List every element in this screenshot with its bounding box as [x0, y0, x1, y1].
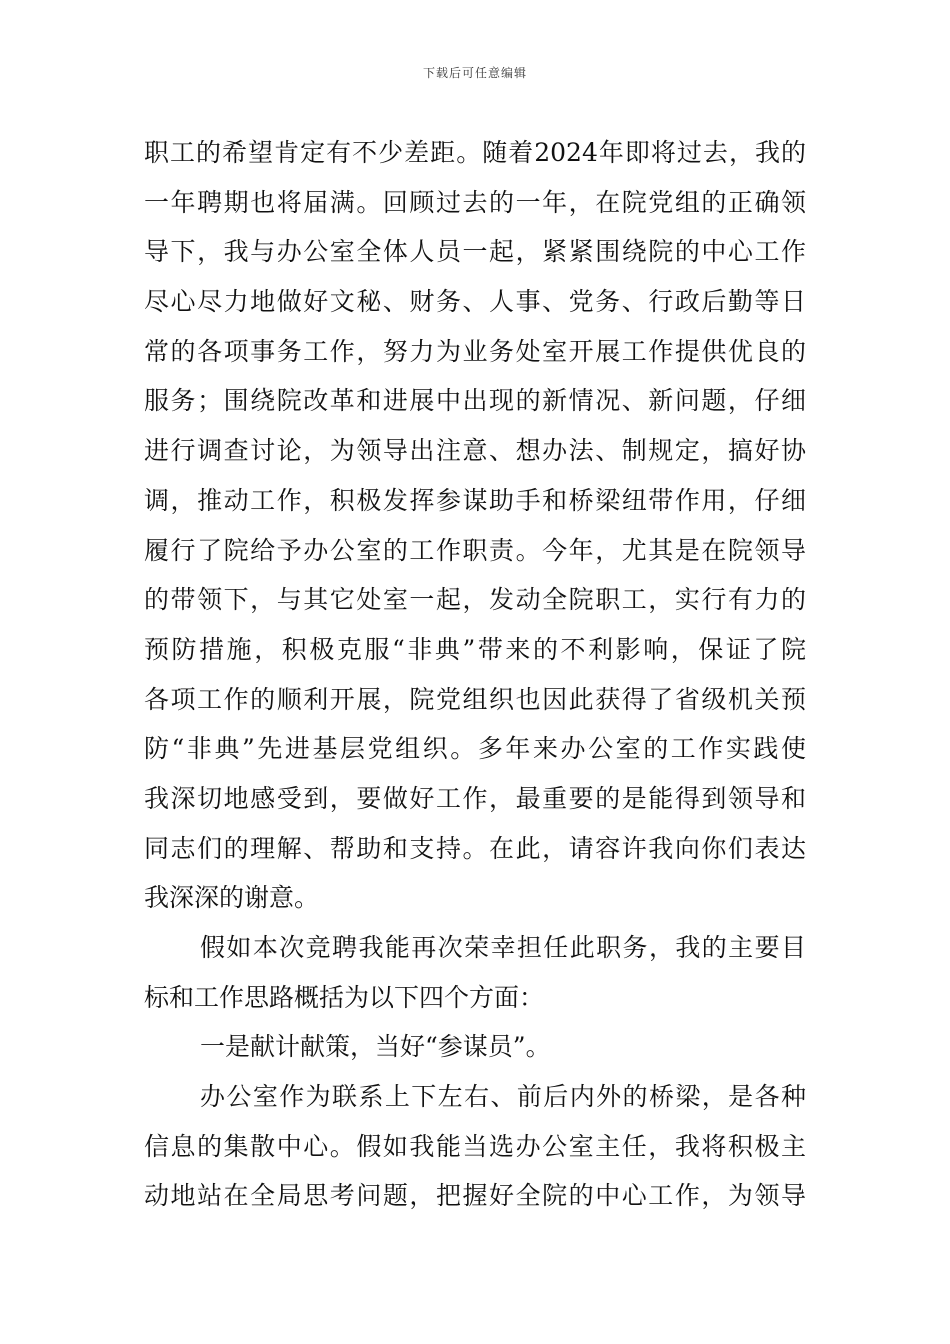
text-line: 的带领下，与其它处室一起，发动全院职工，实行有力的: [144, 585, 806, 615]
text-line: 假如本次竞聘我能再次荣幸担任此职务，我的主要目: [200, 933, 806, 962]
document-body: [144, 128, 806, 1221]
text-line: 常的各项事务工作，努力为业务处室开展工作提供优良的: [144, 336, 806, 366]
page-header: 下载后可任意编辑: [422, 66, 527, 80]
text-line: 导下，我与办公室全体人员一起，紧紧围绕院的中心工作: [144, 237, 806, 267]
text-line: 履行了院给予办公室的工作职责。今年，尤其是在院领导: [144, 535, 806, 565]
text-line: 尽心尽力地做好文秘、财务、人事、党务、行政后勤等日: [144, 287, 806, 317]
text-line: 一年聘期也将届满。回顾过去的一年，在院党组的正确领: [144, 187, 806, 217]
text-line: 调，推动工作，积极发挥参谋助手和桥梁纽带作用，仔细: [144, 485, 806, 515]
text-line: 职工的希望肯定有不少差距。随着2024年即将过去，我的: [144, 138, 806, 167]
text-line: 预防措施，积极克服“非典”带来的不利影响，保证了院: [144, 634, 806, 664]
text-line: 动地站在全局思考问题，把握好全院的中心工作，为领导: [144, 1181, 806, 1211]
text-line: 同志们的理解、帮助和支持。在此，请容许我向你们表达: [144, 833, 806, 863]
text-line: 我深深的谢意。: [144, 883, 320, 913]
text-line: 办公室作为联系上下左右、前后内外的桥梁，是各种: [200, 1082, 806, 1112]
text-line: 一是献计献策，当好“参谋员”。: [200, 1032, 551, 1062]
text-line: 我深切地感受到，要做好工作，最重要的是能得到领导和: [144, 783, 806, 813]
text-line: 服务；围绕院改革和进展中出现的新情况、新问题，仔细: [144, 386, 806, 416]
text-line: 标和工作思路概括为以下四个方面：: [144, 982, 545, 1012]
text-line: 信息的集散中心。假如我能当选办公室主任，我将积极主: [144, 1131, 806, 1161]
text-line: 进行调查讨论，为领导出注意、想办法、制规定，搞好协: [144, 436, 806, 466]
text-line: 各项工作的顺利开展，院党组织也因此获得了省级机关预: [144, 684, 806, 714]
text-line: 防“非典”先进基层党组织。多年来办公室的工作实践使: [144, 734, 806, 764]
